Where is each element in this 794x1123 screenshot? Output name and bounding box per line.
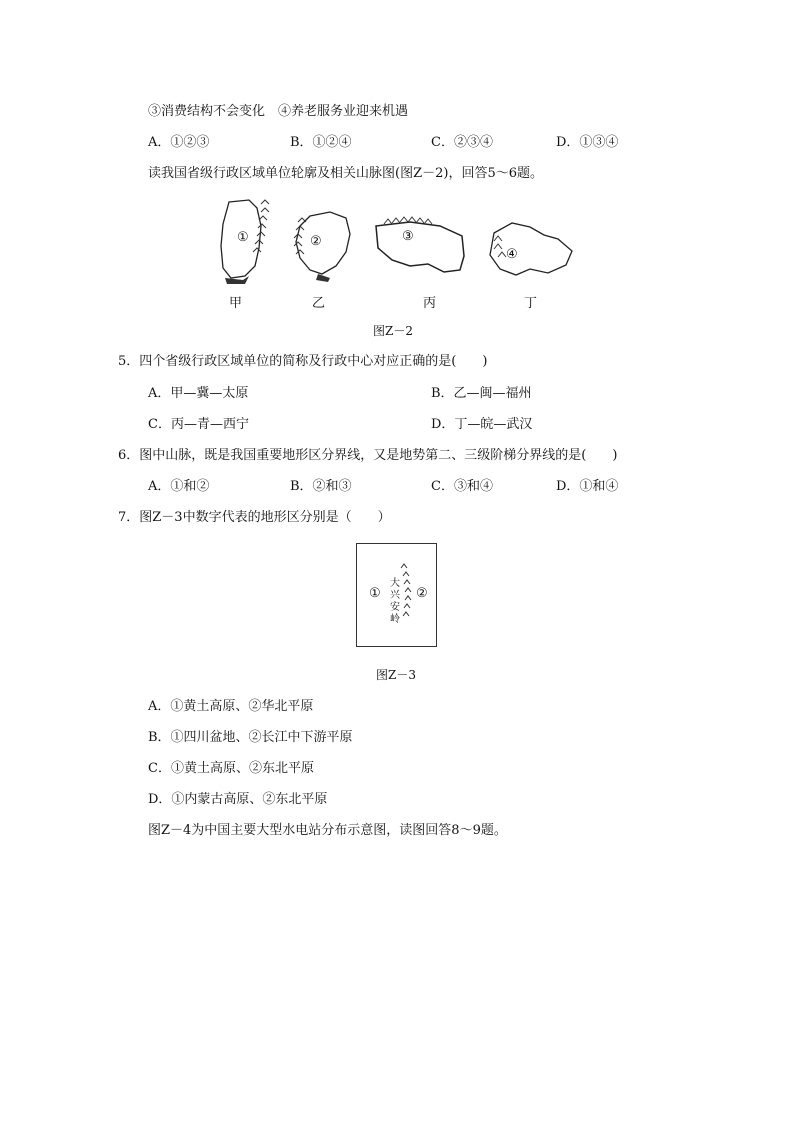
mountain-label-daxinganling: 大 兴 安 岭 [390,578,400,625]
q7-option-b: B．①四川盆地、②长江中下游平原 [148,730,353,745]
q7-option-d: D．①内蒙古高原、②东北平原 [148,792,328,807]
q6-stem: 6．图中山脉，既是我国重要地形区分界线，又是地势第二、三级阶梯分界线的是( ) [118,448,618,463]
q5-stem: 5．四个省级行政区域单位的简称及行政中心对应正确的是( ) [118,354,488,369]
q5-option-a: A．甲—冀—太原 [148,386,249,401]
marker-1: ① [237,230,249,245]
q5-option-b: B．乙—闽—福州 [431,386,532,401]
figure-z3-caption: 图Z－3 [376,668,416,682]
fig3-marker-2: ② [416,586,428,601]
q4-statement-line: ③消费结构不会变化 ④养老服务业迎来机遇 [148,104,409,119]
marker-2: ② [310,234,322,249]
q4-option-d: D．①③④ [556,135,619,150]
intro-8-9: 图Z－4为中国主要大型水电站分布示意图，读图回答8～9题。 [148,823,507,838]
label-yi: 乙 [312,296,326,311]
q6-option-b: B．②和③ [290,479,352,494]
q5-option-d: D．丁—皖—武汉 [431,417,533,432]
intro-5-6: 读我国省级行政区域单位轮廓及相关山脉图(图Z－2)，回答5～6题。 [148,166,543,181]
marker-4: ④ [506,247,518,262]
label-bing: 丙 [423,296,437,311]
figure-z2-caption: 图Z－2 [373,324,413,338]
fig3-marker-1: ① [369,586,381,601]
q5-option-c: C．丙—青—西宁 [148,417,249,432]
q6-option-a: A．①和② [148,479,210,494]
q6-option-d: D．①和④ [556,479,619,494]
q6-option-c: C．③和④ [431,479,493,494]
figure-z3 [356,543,437,647]
province-outline-ding [482,215,582,285]
q7-option-a: A．①黄土高原、②华北平原 [148,699,314,714]
q7-stem: 7．图Z－3中数字代表的地形区分别是（ ） [118,510,391,525]
q4-option-b: B．①②④ [290,135,352,150]
province-outline-bing [370,212,470,282]
label-jia: 甲 [229,296,243,311]
q4-option-a: A．①②③ [148,135,210,150]
marker-3: ③ [402,229,414,244]
q4-option-c: C．②③④ [431,135,493,150]
province-outline-yi [290,208,360,283]
label-ding: 丁 [524,296,538,311]
q7-option-c: C．①黄土高原、②东北平原 [148,761,314,776]
